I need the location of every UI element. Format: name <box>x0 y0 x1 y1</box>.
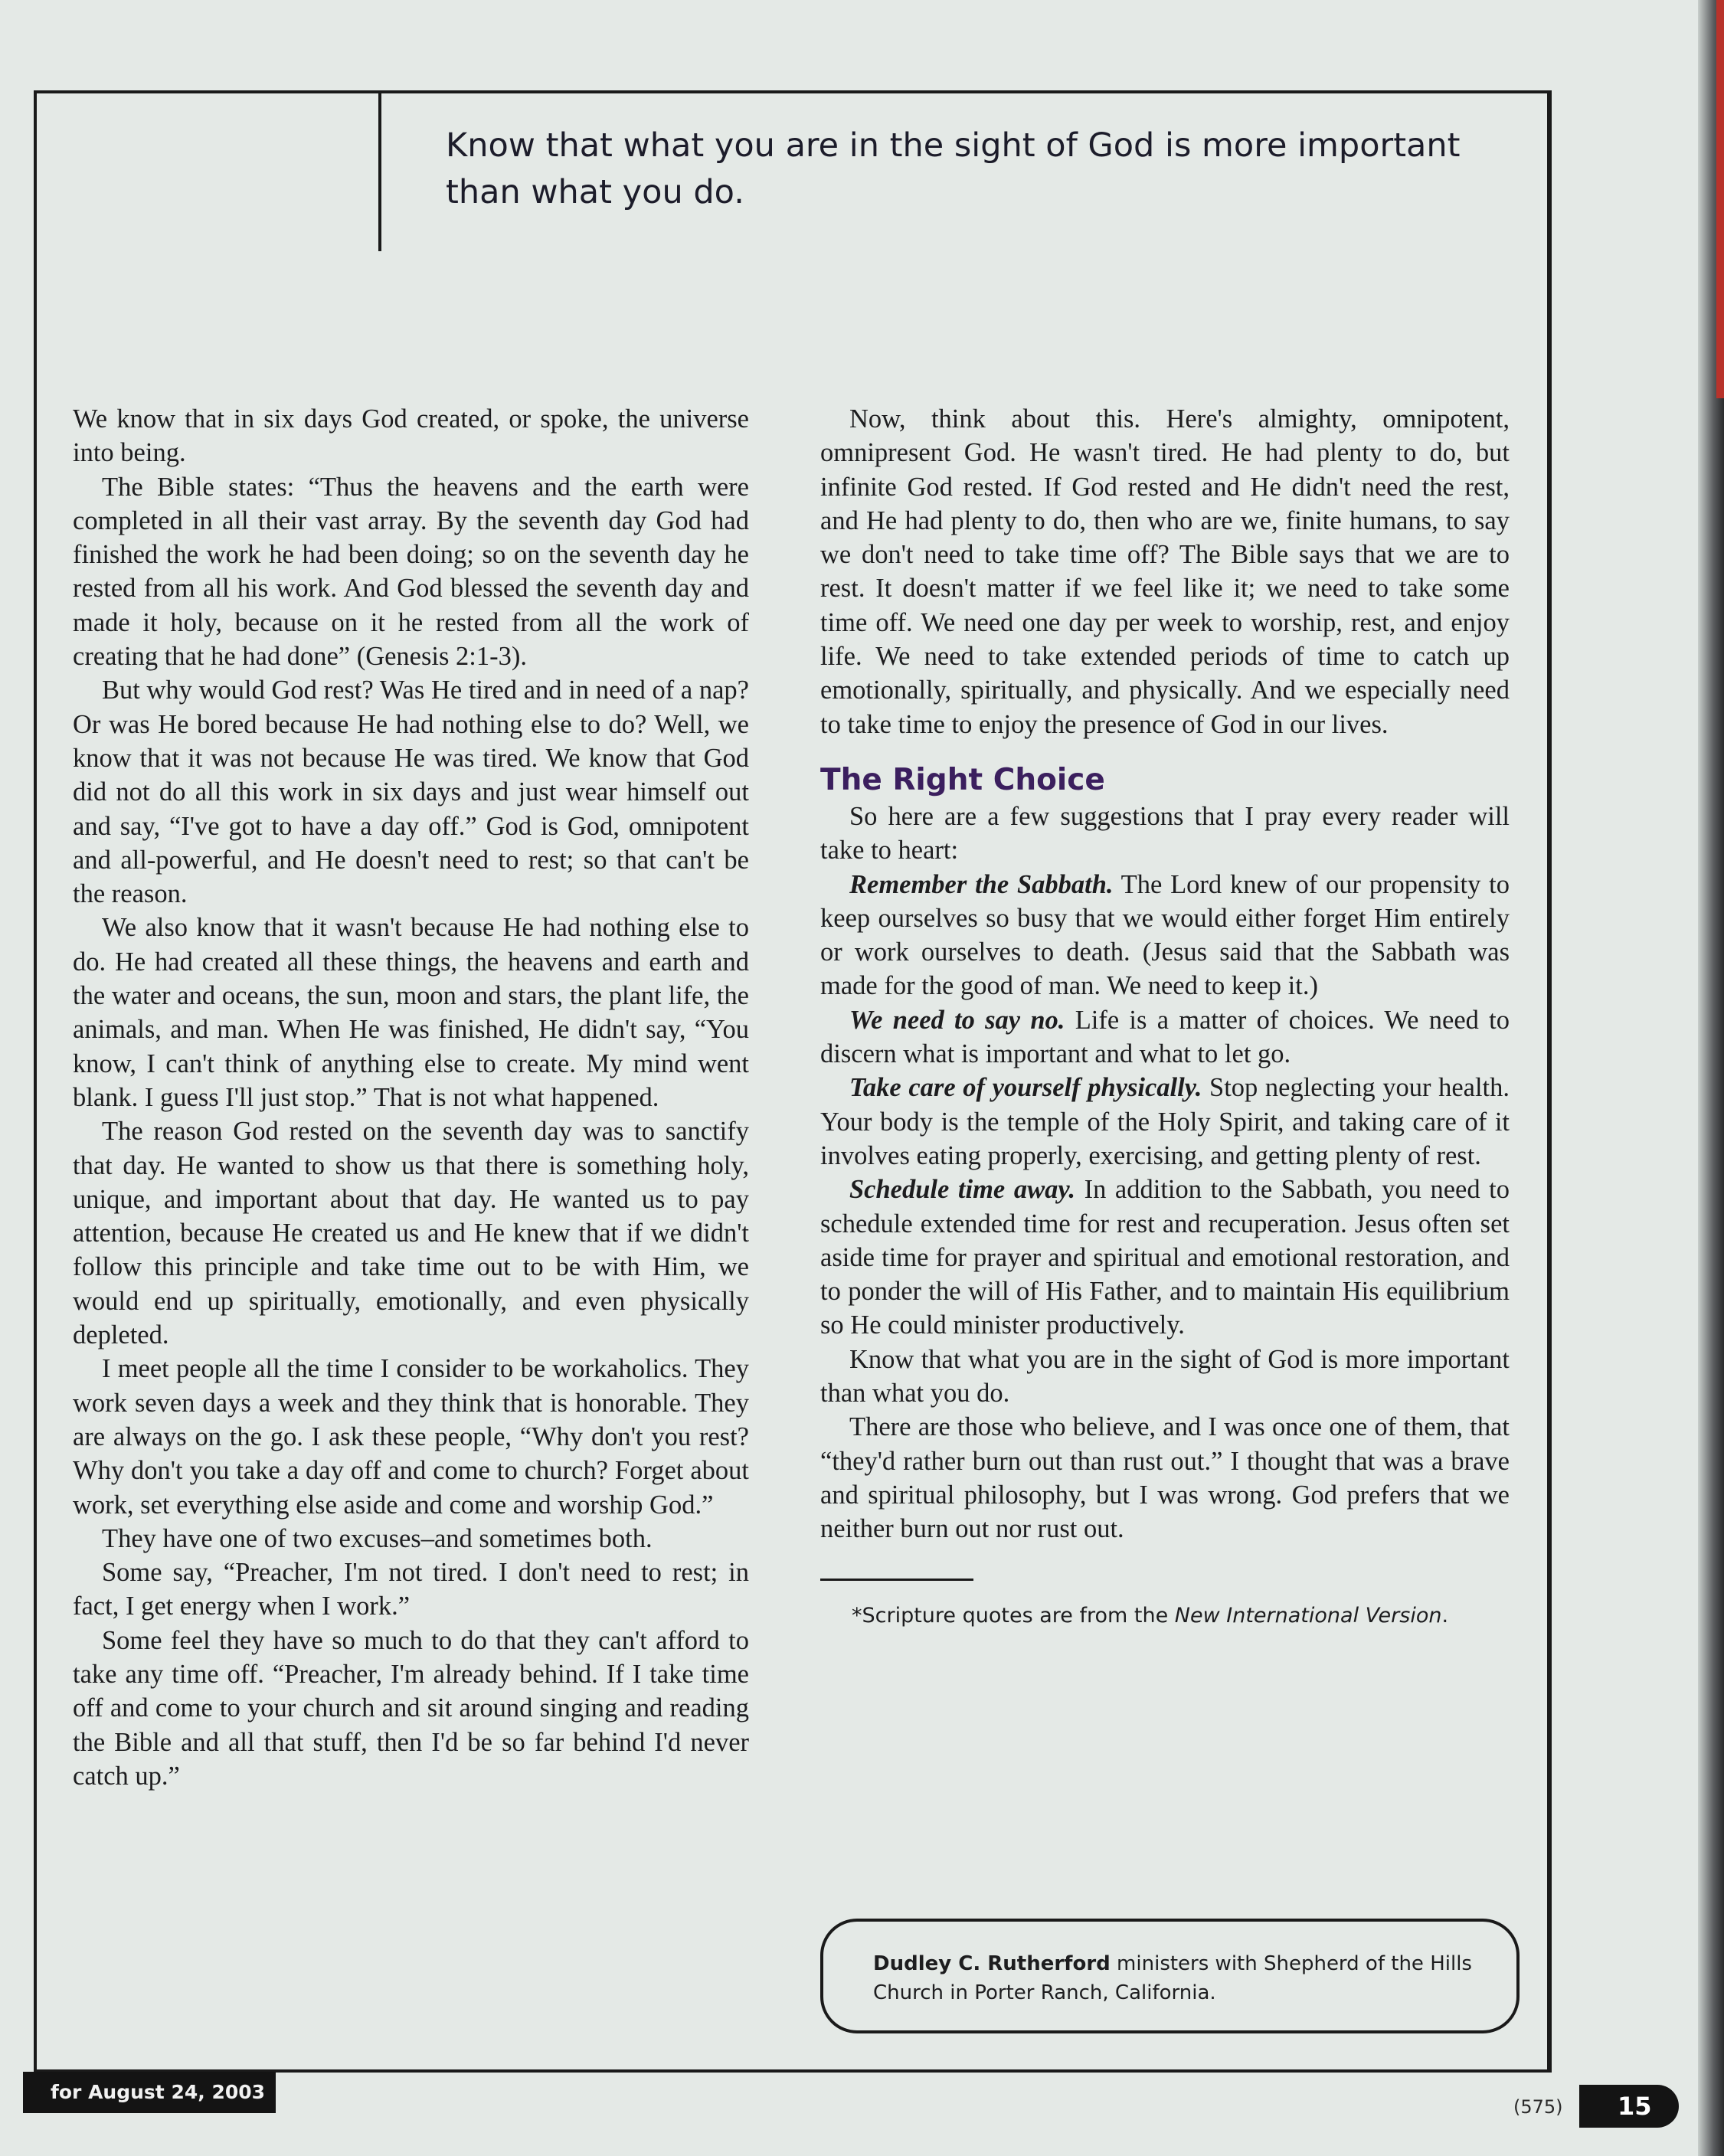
footnote-version: New International Version <box>1174 1603 1442 1628</box>
section-heading: The Right Choice <box>820 762 1105 797</box>
pull-quote: Know that what you are in the sight of God is more important than what you do. <box>446 126 1461 211</box>
author-bio-box <box>820 1919 1520 2033</box>
suggestion-text: Life is a matter of choices. We need to discern what is important and what to let go. <box>820 1005 1510 1069</box>
suggestion <box>820 868 1510 1003</box>
paragraph: Know that what you are in the sight of God is more important than what you do. <box>820 1344 1510 1408</box>
suggestion-text: The Lord knew of our propensity to keep ourselves so busy that we would either forget Him entirely or work ourselves to death. (Jesus said that the Sabbath was made for the good of man. We need to keep it.) <box>820 869 1510 1001</box>
paragraph: There are those who believe, and I was once one of them, that “they'd rather burn out than rust out.” I thought that was a brave and spiritual philosophy, but I was wrong. God prefers that we neither burn out nor rust out. <box>820 1412 1510 1544</box>
suggestion-lead: Remember the Sabbath. <box>849 869 1114 899</box>
suggestion-lead: Schedule time away. <box>849 1175 1076 1205</box>
author-name: Dudley C. Rutherford <box>873 1952 1111 1975</box>
paragraph: But why would God rest? Was He tired and in need of a nap? Or was He bored because He had nothing else to do? Well, we know that it was not because He was tired. We know that God did not do all this work in six days and just wear himself out and say, “I've got to have a day off.” God is God, omnipotent and all-powerful, and He doesn't need to rest; so that can't be the reason. <box>73 676 749 909</box>
page-edge-tab <box>1716 0 1724 398</box>
suggestion <box>820 1003 1510 1071</box>
paragraph: So here are a few suggestions that I pray every reader will take to heart: <box>820 801 1510 865</box>
footnote <box>852 1602 1510 1630</box>
suggestion <box>820 1173 1510 1342</box>
page-number-tab: 15 <box>1579 2085 1679 2128</box>
suggestion <box>820 1071 1510 1173</box>
right-column <box>820 402 1510 1630</box>
paragraph: They have one of two excuses–and sometimes both. <box>102 1523 653 1553</box>
suggestion-lead: We need to say no. <box>849 1005 1065 1035</box>
footnote-prefix: *Scripture quotes are from the <box>852 1603 1175 1628</box>
paragraph: We also know that it wasn't because He had nothing else to do. He had created all these things, the heavens and earth and the water and oceans, the sun, moon and stars, the plant life, the animals, and man. When He was finished, He didn't say, “You know, I can't think of anything else to create. My mind went blank. I guess I'll just stop.” That is not what happened. <box>73 913 749 1112</box>
suggestion-lead: Take care of yourself physically. <box>849 1073 1202 1103</box>
paragraph: I meet people all the time I consider to be workaholics. They work seven days a week and they think that is honorable. They are always on the go. I ask these people, “Why don't you rest? Why don't you take a day off and come to church? Forget about work, set everything else aside and come and worship God.” <box>73 1354 749 1520</box>
suggestion-text: Stop neglecting your health. Your body is the temple of the Holy Spirit, and taking care of it involves eating properly, exercising, and getting plenty of rest. <box>820 1073 1510 1170</box>
issue-date-tab: for August 24, 2003 <box>23 2072 276 2113</box>
paragraph: Some say, “Preacher, I'm not tired. I don't need to rest; in fact, I get energy when I work.” <box>73 1558 749 1621</box>
paragraph: We know that in six days God created, or spoke, the universe into being. <box>73 404 749 468</box>
left-column <box>73 402 749 1793</box>
paragraph: The Bible states: “Thus the heavens and the earth were completed in all their vast array. By the seventh day God had finished the work he had been doing; so on the seventh day he rested from all his work. And God blessed the seventh day and made it holy, because on it he rested from all the work of creating that he had done” (Genesis 2:1-3). <box>73 472 749 672</box>
paragraph: Some feel they have so much to do that they can't afford to take any time off. “Preacher, I'm already behind. If I take time off and come to your church and sit around singing and reading the Bible and all that stuff, then I'd be so far behind I'd never catch up.” <box>73 1625 749 1791</box>
suggestion-text: In addition to the Sabbath, you need to schedule extended time for rest and recuperation. Jesus often set aside time for prayer and spiritual and emotional restoration, and to ponder the will of His Father, and to maintain His equilibrium so He could minister productively. <box>820 1175 1510 1340</box>
footnote-suffix: . <box>1441 1603 1449 1628</box>
paragraph: Now, think about this. Here's almighty, omnipotent, omnipresent God. He wasn't tired. He had plenty to do, but infinite God rested. If God rested and He didn't need the rest, and He had plenty to do, then who are we, finite humans, to say we don't need to take time off? The Bible says that we are to rest. It doesn't matter if we feel like it; we need to take some time off. We need one day per week to worship, rest, and enjoy life. We need to take extended periods of time to catch up emotionally, spiritually, and physically. And we especially need to take time to enjoy the presence of God in our lives. <box>820 404 1510 739</box>
footnote-rule <box>820 1579 973 1581</box>
author-bio-text: ministers with Shepherd of the Hills Church in Porter Ranch, California. <box>873 1952 1472 2004</box>
issue-number: (575) <box>1513 2096 1563 2118</box>
paragraph: The reason God rested on the seventh day was to sanctify that day. He wanted to show us that there is something holy, unique, and important about that day. He wanted us to pay attention, because He created us and He knew that if we didn't follow this principle and take time out to be with Him, we would end up spiritually, emotionally, and even physically depleted. <box>73 1117 749 1350</box>
pull-quote-rule <box>378 93 381 251</box>
